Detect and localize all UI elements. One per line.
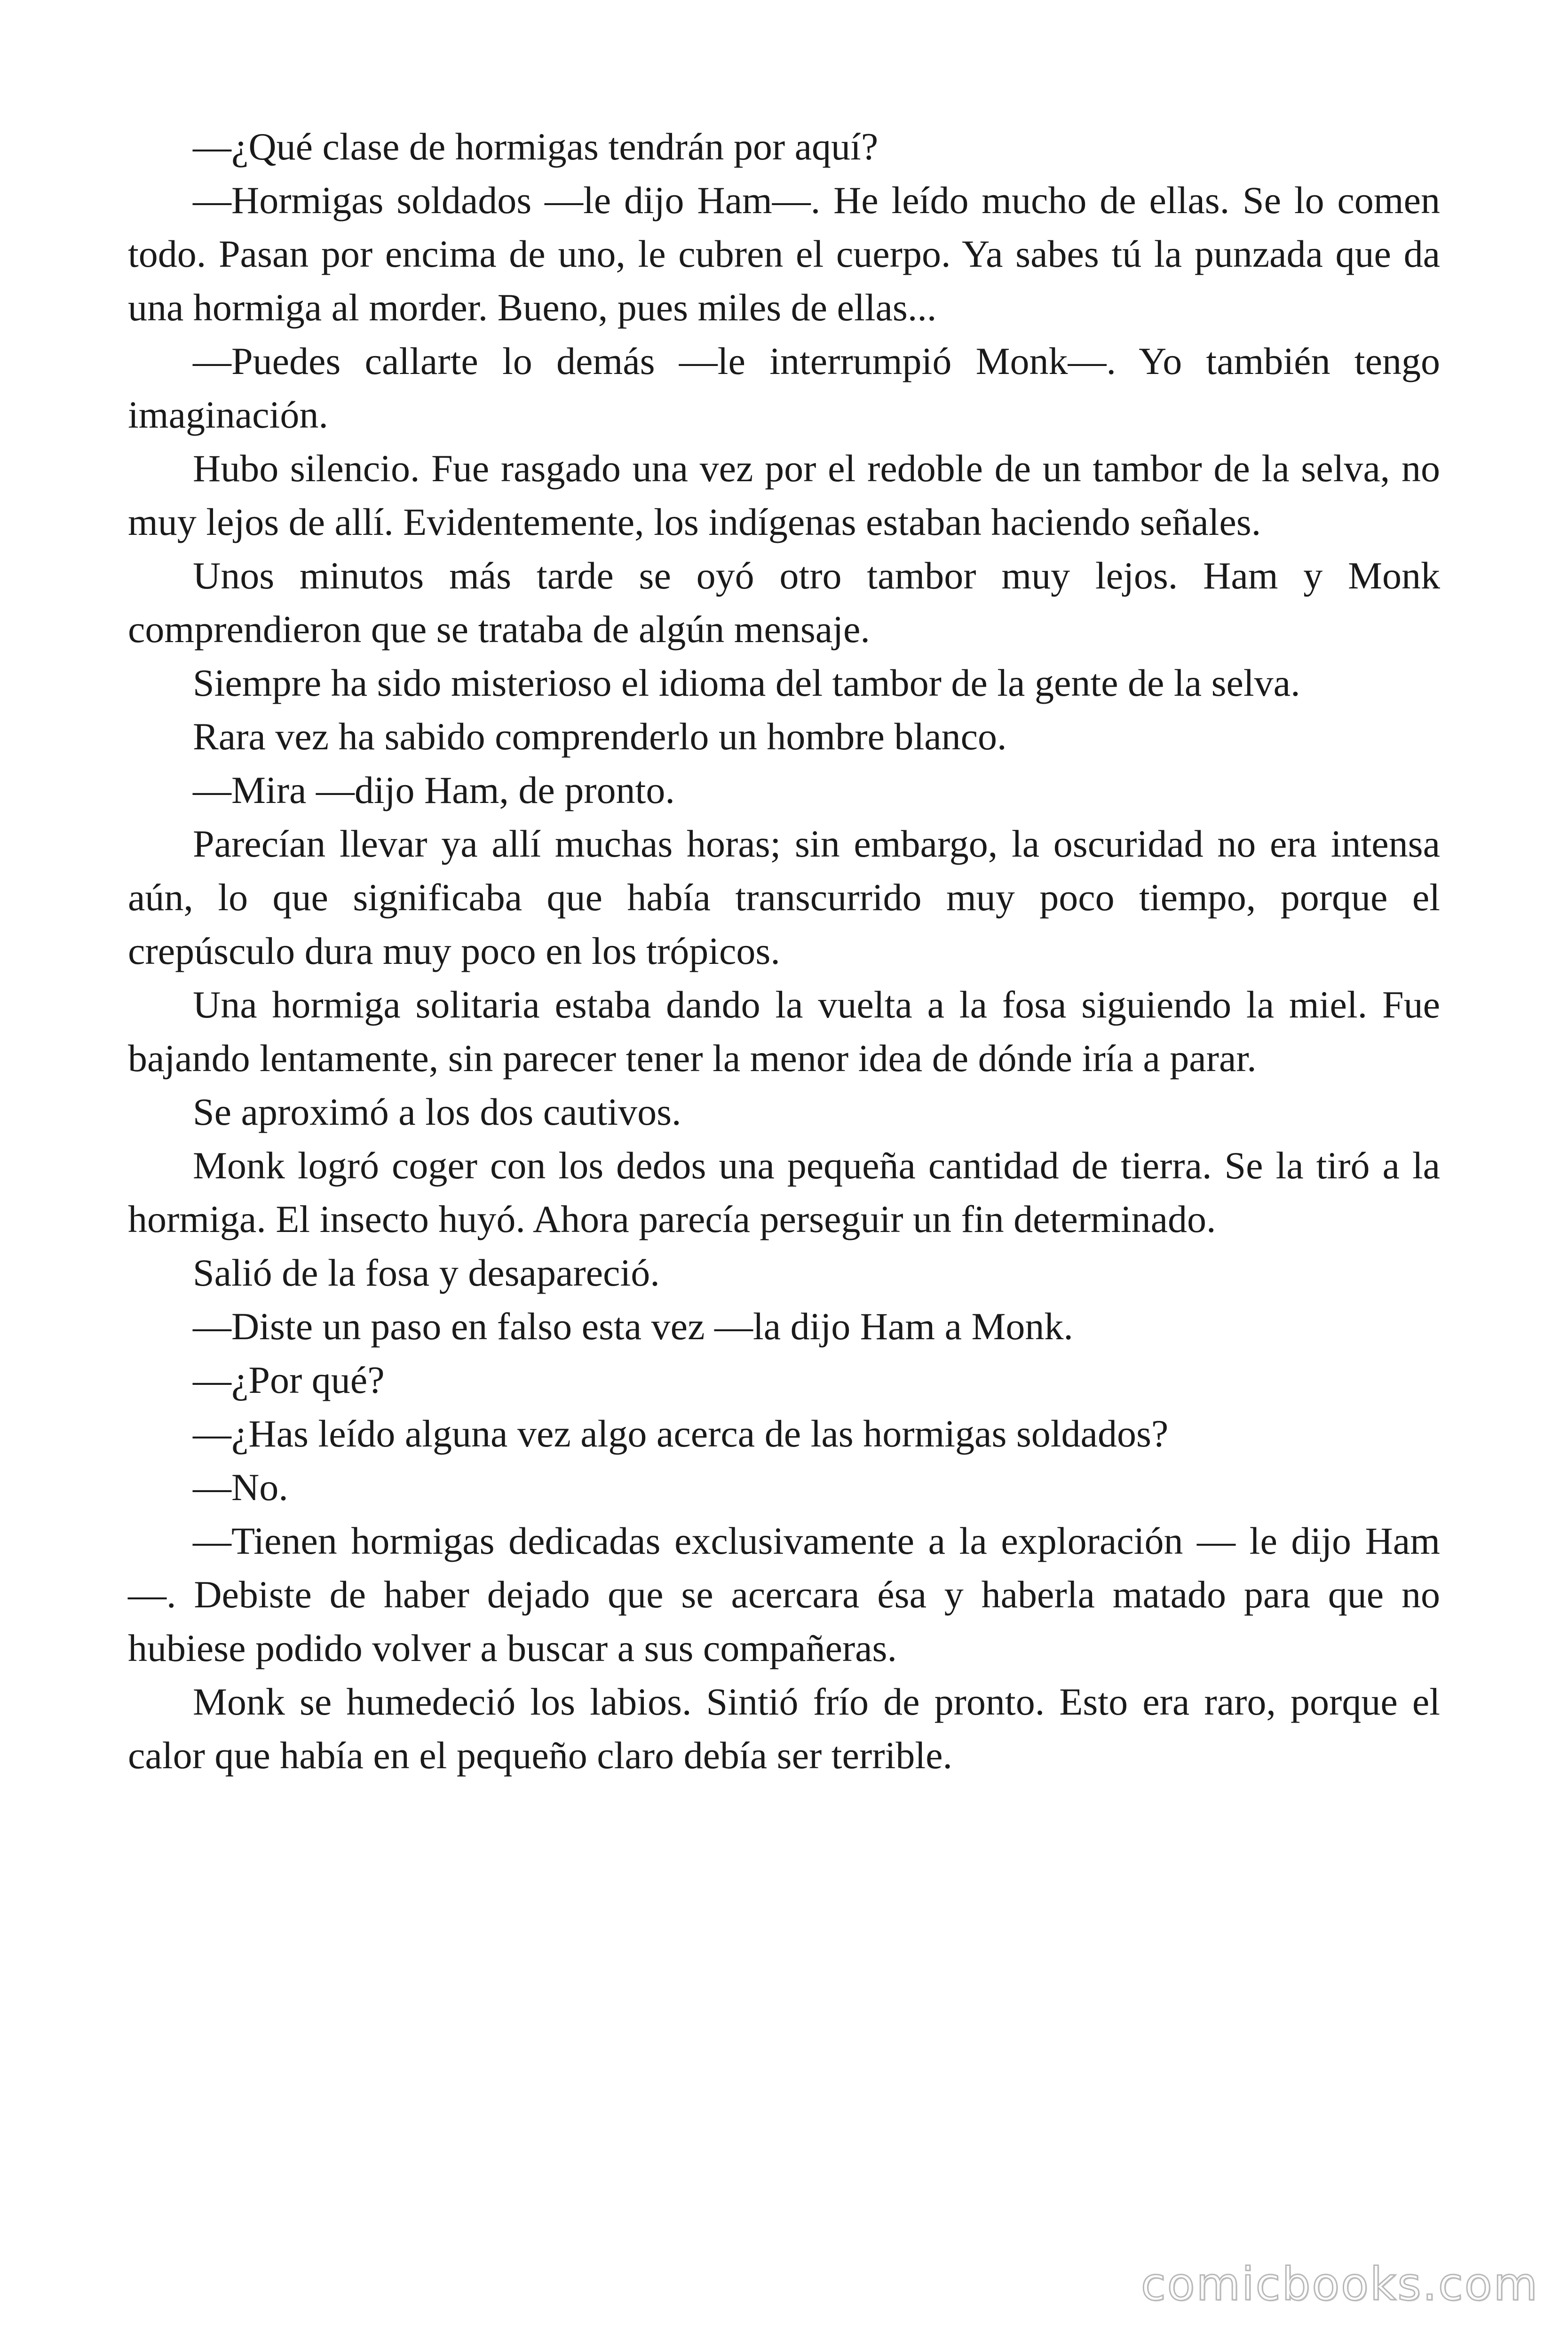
paragraph: Parecían llevar ya allí muchas horas; sin embargo, la oscuridad no era intensa aún, lo que significaba que había transcurrido muy poco tiempo, porque el crepúsculo dura muy poco en los trópicos. <box>128 822 1440 972</box>
paragraph: —No. <box>193 1466 288 1509</box>
paragraph: —¿Por qué? <box>193 1359 385 1401</box>
paragraph: —Tienen hormigas dedicadas exclusivamente a la exploración — le dijo Ham—. Debiste de haber dejado que se acercara ésa y haberla matado para que no hubiese podido volver a buscar a sus compañeras. <box>128 1519 1440 1669</box>
paragraph: Monk se humedeció los labios. Sintió frío de pronto. Esto era raro, porque el calor que había en el pequeño claro debía ser terrible. <box>128 1680 1440 1777</box>
paragraph: Se aproximó a los dos cautivos. <box>193 1090 681 1133</box>
paragraph: Hubo silencio. Fue rasgado una vez por el redoble de un tambor de la selva, no muy lejos de allí. Evidentemente, los indígenas estaban haciendo señales. <box>128 447 1440 543</box>
paragraph: —¿Has leído alguna vez algo acerca de las hormigas soldados? <box>193 1412 1169 1455</box>
book-page-text <box>128 120 1440 1782</box>
paragraph: Rara vez ha sabido comprenderlo un hombre blanco. <box>193 715 1007 758</box>
paragraph: Unos minutos más tarde se oyó otro tambor muy lejos. Ham y Monk comprendieron que se trataba de algún mensaje. <box>128 554 1440 651</box>
paragraph: —Puedes callarte lo demás —le interrumpió Monk—. Yo también tengo imaginación. <box>128 340 1440 436</box>
paragraph: —Mira —dijo Ham, de pronto. <box>193 769 675 811</box>
paragraph: Una hormiga solitaria estaba dando la vuelta a la fosa siguiendo la miel. Fue bajando lentamente, sin parecer tener la menor idea de dónde iría a parar. <box>128 983 1440 1080</box>
paragraph: Siempre ha sido misterioso el idioma del tambor de la gente de la selva. <box>193 661 1300 704</box>
paragraph: —Diste un paso en falso esta vez —la dijo Ham a Monk. <box>193 1305 1073 1348</box>
paragraph: —Hormigas soldados —le dijo Ham—. He leído mucho de ellas. Se lo comen todo. Pasan por encima de uno, le cubren el cuerpo. Ya sabes tú la punzada que da una hormiga al morder. Bueno, pues miles de ellas... <box>128 179 1440 329</box>
paragraph: —¿Qué clase de hormigas tendrán por aquí? <box>193 125 879 168</box>
watermark: comicbooks.com <box>1140 2258 1539 2311</box>
paragraph: Salió de la fosa y desapareció. <box>193 1251 660 1294</box>
paragraph: Monk logró coger con los dedos una pequeña cantidad de tierra. Se la tiró a la hormiga. El insecto huyó. Ahora parecía perseguir un fin determinado. <box>128 1144 1440 1240</box>
